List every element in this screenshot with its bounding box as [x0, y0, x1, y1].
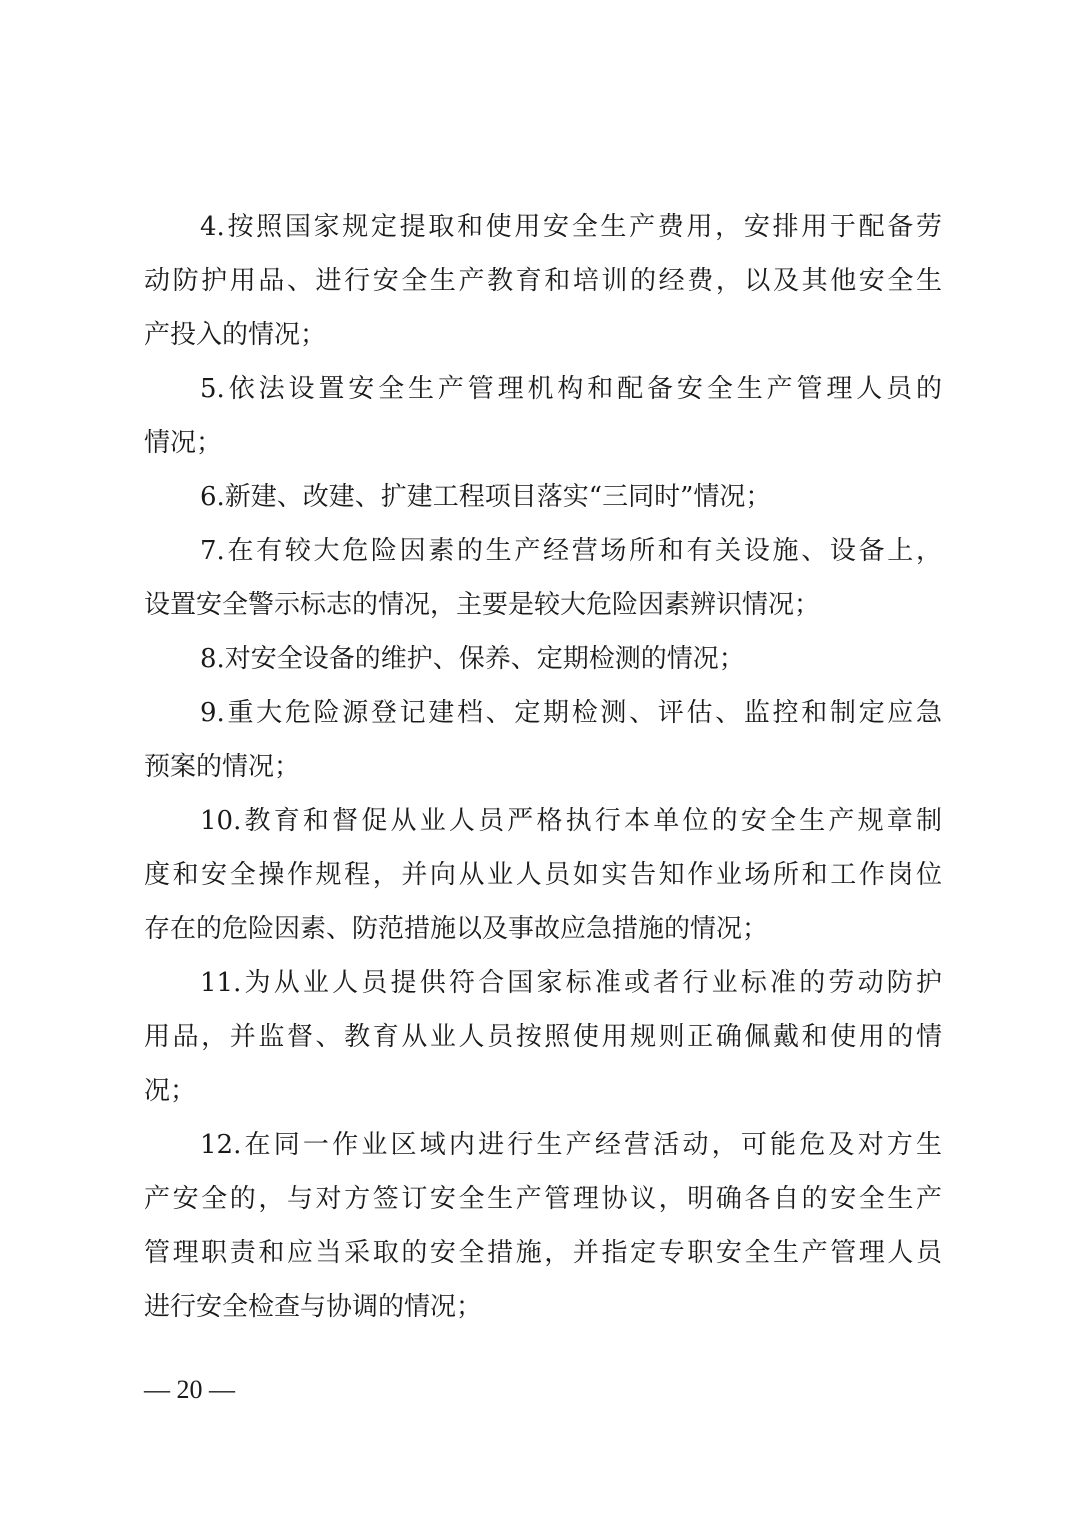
text-line: 11.为从业人员提供符合国家标准或者行业标准的劳动防护: [200, 968, 942, 998]
text-line: 5.依法设置安全生产管理机构和配备安全生产管理人员的: [200, 374, 942, 404]
page-number: — 20 —: [144, 1375, 235, 1404]
paragraph-item-6: [144, 470, 942, 524]
text-line: 预案的情况；: [144, 752, 301, 782]
paragraph-item-10: [144, 794, 942, 956]
text-line: 10.教育和督促从业人员严格执行本单位的安全生产规章制: [200, 806, 942, 836]
text-line: 管理职责和应当采取的安全措施，并指定专职安全生产管理人员: [144, 1238, 942, 1268]
text-line: 产投入的情况；: [144, 320, 327, 350]
text-line: 8.对安全设备的维护、保养、定期检测的情况；: [200, 644, 745, 674]
text-line: 进行安全检查与协调的情况；: [144, 1292, 483, 1322]
text-line: 6.新建、改建、扩建工程项目落实“三同时”情况；: [200, 482, 772, 512]
paragraph-item-5: [144, 362, 942, 470]
paragraph-item-11: [144, 956, 942, 1118]
paragraph-item-4: [144, 200, 942, 362]
paragraph-item-8: [144, 632, 942, 686]
text-line: 设置安全警示标志的情况，主要是较大危险因素辨识情况；: [144, 590, 821, 620]
text-line: 7.在有较大危险因素的生产经营场所和有关设施、设备上，: [200, 536, 942, 566]
paragraph-item-9: [144, 686, 942, 794]
text-line: 用品，并监督、教育从业人员按照使用规则正确佩戴和使用的情: [144, 1022, 942, 1052]
text-line: 度和安全操作规程，并向从业人员如实告知作业场所和工作岗位: [144, 860, 942, 890]
document-body: [144, 200, 942, 1334]
text-line: 4.按照国家规定提取和使用安全生产费用，安排用于配备劳: [200, 212, 942, 242]
text-line: 12.在同一作业区域内进行生产经营活动，可能危及对方生: [200, 1130, 942, 1160]
text-line: 情况；: [144, 428, 223, 458]
text-line: 存在的危险因素、防范措施以及事故应急措施的情况；: [144, 914, 769, 944]
paragraph-item-12: [144, 1118, 942, 1334]
paragraph-item-7: [144, 524, 942, 632]
text-line: 产安全的，与对方签订安全生产管理协议，明确各自的安全生产: [144, 1184, 942, 1214]
text-line: 动防护用品、进行安全生产教育和培训的经费，以及其他安全生: [144, 266, 942, 296]
text-line: 9.重大危险源登记建档、定期检测、评估、监控和制定应急: [200, 698, 942, 728]
text-line: 况；: [144, 1076, 197, 1106]
